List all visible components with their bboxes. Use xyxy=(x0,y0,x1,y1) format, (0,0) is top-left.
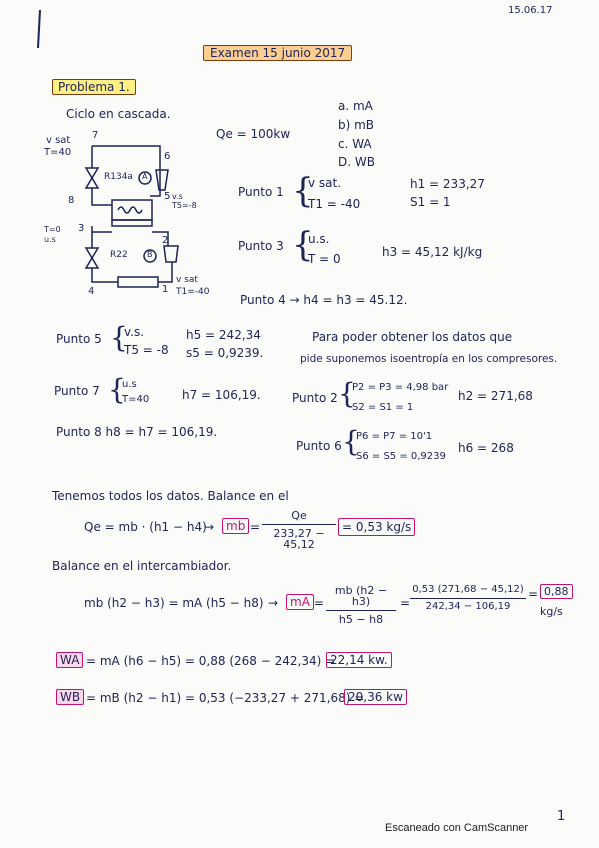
equals: = xyxy=(314,596,325,610)
brace: { xyxy=(338,377,356,410)
point-7-cond-2: T=40 xyxy=(122,394,150,405)
point-7-cond-1: u.s xyxy=(122,379,137,390)
fraction-denominator: 242,34 − 106,19 xyxy=(425,601,511,612)
label-vsat-bottom: v sat xyxy=(176,275,198,285)
fraction-denominator: 233,27 − 45,12 xyxy=(273,527,325,551)
point-2-enthalpy: h2 = 271,68 xyxy=(458,389,533,403)
work-a-result: 22,14 kw. xyxy=(326,652,392,668)
brace: { xyxy=(110,321,128,354)
point-1-entropy: S1 = 1 xyxy=(410,195,451,209)
point-4-line: Punto 4 → h4 = h3 = 45.12. xyxy=(240,293,408,307)
work-a-label: WA xyxy=(56,652,83,668)
label-refrigerant-b: R22 xyxy=(110,250,128,260)
point-5-label: Punto 5 xyxy=(56,332,102,346)
brace: { xyxy=(342,425,360,458)
point-7-enthalpy: h7 = 106,19. xyxy=(182,388,261,402)
brace: { xyxy=(292,171,314,211)
fraction-numerator: Qe xyxy=(291,509,307,522)
ask-a: a. mA xyxy=(338,99,373,113)
page-number: 1 xyxy=(557,809,566,824)
point-6-cond-1: P6 = P7 = 10'1 xyxy=(356,431,433,442)
point-3-cond-2: T = 0 xyxy=(308,252,341,266)
brace: { xyxy=(108,373,126,406)
label-point-3: 3 xyxy=(78,223,85,234)
label-t1: T1=-40 xyxy=(176,287,210,297)
work-b-expression: = mB (h2 − h1) = 0,53 (−233,27 + 271,68) = xyxy=(86,691,365,705)
point-1-enthalpy: h1 = 233,27 xyxy=(410,177,485,191)
balance-eq1-result: = 0,53 kg/s xyxy=(338,518,415,536)
point-1-cond-1: v sat. xyxy=(308,176,342,190)
balance-intro: Tenemos todos los datos. Balance en el xyxy=(52,489,289,503)
balance-eq2-fraction-1 xyxy=(326,585,396,625)
ask-b: b) mB xyxy=(338,118,375,132)
note-line-1: Para poder obtener los datos que xyxy=(312,330,513,344)
arrow: → xyxy=(204,520,215,534)
equals: = xyxy=(400,596,411,610)
point-6-label: Punto 6 xyxy=(296,439,342,453)
note-line-2: pide suponemos isoentropía en los compresores. xyxy=(300,353,558,365)
label-point-7: 7 xyxy=(92,130,99,141)
brace: { xyxy=(292,225,314,265)
point-2-cond-1: P2 = P3 = 4,98 bar xyxy=(352,382,449,393)
label-t40-top: T=40 xyxy=(44,147,72,158)
point-5-cond-2: T5 = -8 xyxy=(124,343,169,357)
label-t0: T=0 xyxy=(44,225,61,234)
label-point-4: 4 xyxy=(88,286,95,297)
label-point-5: 5 xyxy=(164,191,171,202)
given-heat: Qe = 100kw xyxy=(216,127,291,141)
balance-eq2-target: mA xyxy=(286,594,314,610)
point-2-label: Punto 2 xyxy=(292,391,338,405)
ask-d: D. WB xyxy=(338,155,375,169)
point-5-enthalpy: h5 = 242,34 xyxy=(186,328,261,342)
scanner-footer: Escaneado con CamScanner xyxy=(385,822,529,834)
balance-eq1-fraction xyxy=(262,510,336,550)
point-1-label: Punto 1 xyxy=(238,185,284,199)
arrow: → xyxy=(268,596,279,610)
balance-intercambiador: Balance en el intercambiador. xyxy=(52,559,232,573)
balance-eq2-result: 0,88 xyxy=(540,584,573,599)
label-point-8: 8 xyxy=(68,195,75,206)
point-2-cond-2: S2 = S1 = 1 xyxy=(352,402,414,413)
fraction-numerator: mb (h2 − h3) xyxy=(334,584,388,608)
fraction-numerator: 0,53 (271,68 − 45,12) xyxy=(412,584,524,595)
label-cond-5: v.s xyxy=(172,192,183,201)
fraction-denominator: h5 − h8 xyxy=(338,613,384,626)
label-t3: u.s xyxy=(44,235,56,244)
label-point-2: 2 xyxy=(162,235,169,246)
equals: = xyxy=(250,520,261,534)
balance-eq1-result-wrap xyxy=(338,521,415,533)
label-point-1: 1 xyxy=(162,284,169,295)
label-vsat-top: v sat xyxy=(46,135,71,146)
work-b-result: 20,36 kw xyxy=(344,689,407,705)
point-5-cond-1: v.s. xyxy=(124,325,145,339)
point-3-enthalpy: h3 = 45,12 kJ/kg xyxy=(382,245,483,259)
label-cond-5b: T5=-8 xyxy=(172,201,197,210)
label-circuit-a: A xyxy=(142,172,148,181)
balance-eq2-units: kg/s xyxy=(540,605,563,618)
label-circuit-b: B xyxy=(147,250,153,259)
balance-eq1-target: mb xyxy=(222,518,249,534)
equals: = xyxy=(528,587,539,601)
work-b-label: WB xyxy=(56,689,84,705)
ask-c: c. WA xyxy=(338,137,372,151)
problem-subtitle: Ciclo en cascada. xyxy=(66,107,171,121)
balance-eq2-fraction-2 xyxy=(410,585,526,612)
date: 15.06.17 xyxy=(508,5,553,16)
point-5-entropy: s5 = 0,9239. xyxy=(186,346,264,360)
point-8-line: Punto 8 h8 = h7 = 106,19. xyxy=(56,425,218,439)
point-6-enthalpy: h6 = 268 xyxy=(458,441,514,455)
balance-eq1-lhs: Qe = mb · (h1 − h4) xyxy=(84,520,207,534)
point-7-label: Punto 7 xyxy=(54,384,100,398)
point-3-cond-1: u.s. xyxy=(308,232,330,246)
exam-title: Examen 15 junio 2017 xyxy=(203,45,352,61)
label-refrigerant-a: R134a xyxy=(104,172,133,182)
label-point-6: 6 xyxy=(164,151,171,162)
point-6-cond-2: S6 = S5 = 0,9239 xyxy=(356,451,446,462)
work-a-expression: = mA (h6 − h5) = 0,88 (268 − 242,34) = xyxy=(86,654,336,668)
balance-eq2-lhs: mb (h2 − h3) = mA (h5 − h8) xyxy=(84,596,264,610)
point-3-label: Punto 3 xyxy=(238,239,284,253)
problem-heading: Problema 1. xyxy=(52,79,136,95)
point-1-cond-2: T1 = -40 xyxy=(308,197,361,211)
